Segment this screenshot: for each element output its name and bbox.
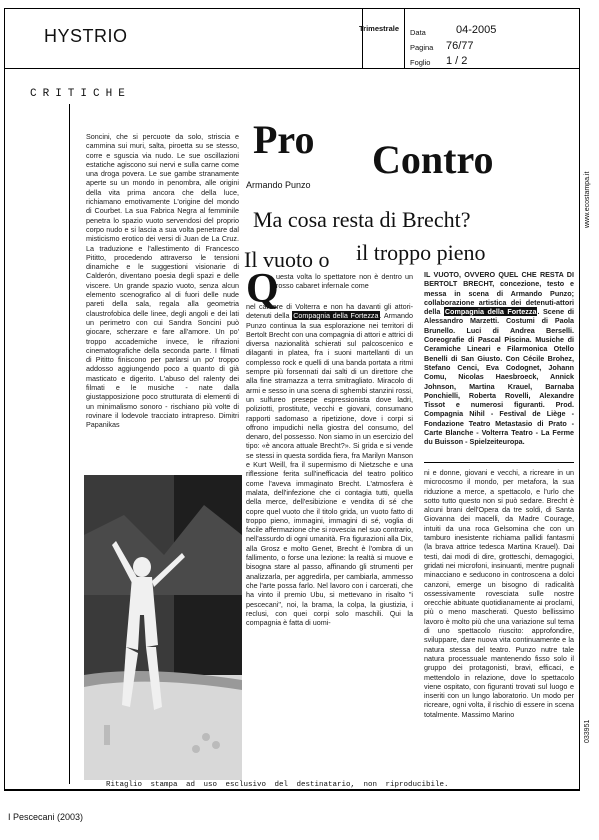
header-divider <box>362 8 363 68</box>
side-url: www.ecostampa.it <box>584 171 591 228</box>
mid-column-intro: uesta volta lo spettatore non è dentro un rosso cabaret infernale come <box>276 272 413 291</box>
headline-1: Ma cosa resta di Brecht? <box>253 207 471 232</box>
headline-2b: il troppo pieno <box>356 240 486 265</box>
left-column-text: Soncini, che si percuote da solo, striscia e cammina sui muri, salta, piroetta su se stesso, corre e sguscia via nudo. Le sue oscillazioni estatiche agiscono sui nervi e sulla carne come una droga povera. Le sue gambe stranamente aperte su un mondo in penombra, alle origini della vita prima ancora che della luce, richiamano emotivamente L'origine del mondo di Courbet. La sua Fabrica Negra al femminile penetra lo spazio vuoto servendosi del proprio corpo nudo e si lascia a sua volta penetrare dal misticismo erotico dei versi di Juan de La Cruz. La traduzione e l'allestimento di Francesco Pititto, procedendo attraverso le tensioni dinamiche e le suggestioni visionarie di Calderón, diventano poesia degli spazi e delle viscere. Un grande spazio vuoto, senza alcun elemento scenografico al di fuori delle nude pareti della sala, regala alla geometria claustrofobica delle linee, degli angoli e dei lati un perimetro con cui Sandra Soncini può giocare, scherzare e fare all'amore. Un po' troppo accademiche invece, le rifrazioni cinematografiche della seconda parte. I filmati di Pititto finiscono per parlarsi un po' troppo addosso aggiungendo poco a quanto di già masticato e digerito. L'abuso del ralenty dei filmati e le musiche - nate dalla giustapposizione poco strutturata di elementi di un minimalismo sonoro - rischiano più volte di rovinare il lodevole tracciato intrapreso. Dimitri Papanikas <box>86 132 239 430</box>
pagina-value: 76/77 <box>446 40 474 52</box>
side-code: 033951 <box>584 719 591 743</box>
credits-post: . Scene di Alessandro Marzetti. Costumi di Paola Brunello. Luci di Andrea Berselli. Coreografie di Pascal Piscina. Musiche di Ceramiche Lineari e Filarmonica Otello Benelli di San Giusto. Con Cécile Brohez, Stefano Cenci, Eva Codognet, Johann Comu, Nicolas Haesbroeck, Annick Johnson, Martina Krauel, Barnaba Ponchielli, Roberta Rovelli, Alexandre Tissot e numerosi figuranti. Prod. Compagnia Nihil - Festival de Liège - Fondazione Teatro Metastasio di Prato - Carte Blanche - Volterra Teatro - La Ferme du Buisson - Spielzeiteuropa. <box>424 307 574 447</box>
stage-photo-svg <box>84 475 242 780</box>
credits-block <box>424 270 574 458</box>
frequency-label: Trimestrale <box>359 24 400 33</box>
header-bottom-rule <box>4 68 580 69</box>
credits-highlight: Compagnia della Fortezza <box>444 307 537 317</box>
data-value: 04-2005 <box>456 24 497 36</box>
left-rule <box>69 104 70 784</box>
mid-column-text <box>246 302 413 780</box>
foglio-label: Foglio <box>410 58 431 67</box>
headline-2a: Il vuoto o <box>244 247 330 272</box>
credits-pre: IL VUOTO, OVVERO QUEL CHE RESTA DI BERTOLT BRECHT, concezione, testo e messa in scena di Armando Punzo; collaborazione artistica dei detenuti-attori della <box>424 270 574 317</box>
mid-highlight: Compagnia della Fortezza <box>293 311 379 321</box>
header-divider <box>404 8 405 68</box>
title-pro: Pro <box>253 117 315 162</box>
credits-rule <box>424 462 574 463</box>
stage-photo <box>84 475 242 780</box>
title-contro: Contro <box>372 137 494 182</box>
author: Armando Punzo <box>246 180 311 190</box>
section-label: CRITICHE <box>30 88 131 100</box>
mid-column-body: nel carcere di Volterra e non ha davanti gli attori-detenuti della Compagnia della Fortezza. Armando Punzo continua la sua esplorazione nei territori di Bertolt Brecht con una compagnia di attori e attrici di diversa nazionalità schierati sul palcoscenico e dilaganti in platea, fra i suoni martellanti di un complesso rock e quelli di una banda portata a ritmi sempre più forsennati dai salti di un direttore che alla fine stramazza a terra smitragliato. Miracolo di armi e sesso in una scena di sghembi stanzini rossi, un sulfureo presepe espressionista dove ladri, poliziotti, prostitute, vecchi e giovani, consumano rapporti sadomaso a ripetizione, dove i corpi si offrono impudichi nella giostra del consumo, del denaro, del possesso. Non siamo in un esercizio del tipo: «è ancora attuale Brecht?». Si grida e si vende se stessi in questa sordida fiera, fra Marilyn Manson e Kurt Weill, fra il supermismo di Nietzsche e una riflessione ferita sull'inefficacia del teatro politico come l'aveva immaginato Brecht. L'atmosfera è malata, dell'infezione che ci contagia tutti, quella della merce, dell'esibizione e vendita di sé che copre quel vuoto che il titolo grida, un vuoto fatto di troppo pieno, immagini, immagini di sé, voglia di facile affermazione che si rovescia nel suo contrario, nell'assurdo di ogni umanità. Fra figurazioni alla Dix, alla Grosz e molto Genet, Brecht è l'ombra di un fallimento, o forse una lezione: la realtà si muove e bisogna stare al passo, affinando gli strumenti per analizzarla, per aggredirla, per cambiarla, ammesso che l'arte possa farlo. Nel lavoro con i carcerati, che ha vinto il premio Ubu, si mettevano in risalto "i pescecani", noi, la brama, la colpa, la giustizia, i reclusi, con quei corpi solo maschili. Qui la compagnia è fatta di uomi- <box>246 302 413 628</box>
publication-name: HYSTRIO <box>44 26 128 46</box>
right-column-text: ni e donne, giovani e vecchi, a ricreare in un microcosmo il mondo, per metafora, la sua riduzione a merce, a spettacolo, e l'urlo che sotto tutto questo non si può sedare. Brecht è alcuni brani dell'Opera da tre soldi, di Santa Giovanna dei macelli, da Madre Courage, intuiti da una roca Gelsomina che con un tamburo inesistente richiama pallidi fantasmi (la brava attrice tedesca Martina Krauel). Dai testi, dai modi di dire, grotteschi, demagogici, gridati nei microfoni, insinuanti, mentre pugnali minacciano e seducono in controscena a dolci canzoni, emerge un bisogno di radicalità ossessivamente rovesciata sulle nostre orecchie abituate quotidianamente ai proclami, più o meno mascherati. Questo bellissimo lavoro è molto più che una variazione sul tema di uno spettacolo riuscito: approfondire, sviluppare, dare nuova vita continuamente e la natura stessa del teatro. Punzo nutre tale natura processuale mantenendo fisso solo il gruppo dei protagonisti, bravi, efficaci, e mettendolo in relazione, dove lo spettacolo viene ospitato, con figuranti trovati sul luogo e inseriti con un lungo laboratorio. Un modo per ricreare, ogni volta, il rischio di essere in scena totalmente. Massimo Marino <box>424 468 574 719</box>
data-label: Data <box>410 28 426 37</box>
foglio-value: 1 / 2 <box>446 55 468 67</box>
pagina-label: Pagina <box>410 43 434 52</box>
drop-cap: Q <box>246 266 279 312</box>
footer-rule <box>4 790 580 791</box>
image-caption: I Pescecani (2003) <box>8 812 84 822</box>
footer-notice: Ritaglio stampa ad uso esclusivo del destinatario, non riproducibile. <box>106 781 449 789</box>
